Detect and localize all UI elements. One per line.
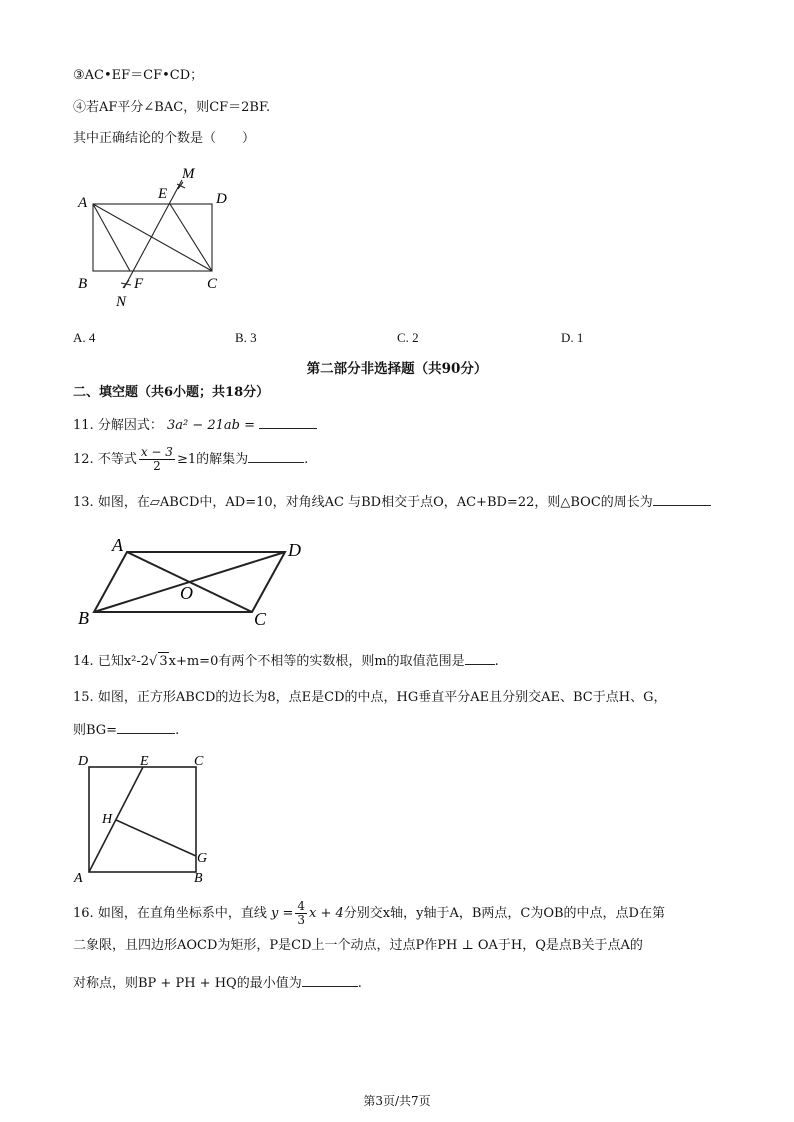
q13-label-a: A — [112, 535, 123, 555]
q16-end: . — [357, 976, 362, 991]
q10-label-m: M — [182, 166, 195, 182]
q10-segment-ec — [170, 204, 212, 271]
q12-number: 12. — [73, 452, 94, 467]
q13-label-b: B — [78, 608, 89, 628]
q15-segment-ae — [89, 767, 143, 872]
q16-answer-blank[interactable] — [302, 974, 358, 987]
q13-figure — [72, 532, 312, 632]
q12-pre: 不等式 — [97, 452, 137, 467]
q14-pre: 已知x²-2 — [97, 654, 150, 669]
q15-label-b: B — [194, 871, 203, 886]
q16-line-1 — [73, 900, 665, 928]
q11-text: 分解因式： — [97, 418, 163, 433]
q11-expression: 3a² − 21ab = — [166, 418, 256, 433]
q15-text: 如图，正方形ABCD的边长为8，点E是CD的中点，HG垂直平分AE且分别交AE、BC于点H、G， — [97, 690, 667, 705]
q10-label-c: C — [207, 276, 218, 292]
q14-post: x+m=0有两个不相等的实数根，则m的取值范围是 — [168, 654, 465, 669]
q16-line-3 — [73, 974, 362, 993]
q15-segment-hg — [116, 820, 196, 856]
q15-label-h: H — [102, 812, 113, 827]
q10-line-mn — [124, 180, 182, 288]
q15-label-e: E — [140, 754, 149, 769]
q14-end: . — [494, 654, 499, 669]
q13-text: 如图，在▱ABCD中，AD=10，对角线AC 与BD相交于点O，AC+BD=22，则△BOC的周长为 — [97, 495, 653, 510]
q10-label-d: D — [216, 191, 227, 207]
q15-prompt: 则BG= — [73, 723, 118, 738]
section-title: 第二部分非选择题（共90分） — [306, 361, 488, 377]
q15-label-d: D — [78, 754, 89, 769]
q10-option-a: A. 4 — [73, 330, 96, 345]
q13 — [73, 493, 711, 512]
q11 — [73, 416, 317, 435]
q12-fraction-numerator: x − 3 — [140, 445, 173, 459]
q10-question: 其中正确结论的个数是（ ） — [73, 131, 256, 146]
q10-option-d: D. 1 — [561, 330, 584, 345]
q10-diagonal-ac — [93, 204, 212, 271]
q11-number: 11. — [73, 418, 94, 433]
q12-fraction-denominator: 2 — [153, 459, 161, 473]
q15-label-g: G — [197, 851, 208, 866]
q16-eq-rhs: x + 4 — [309, 906, 344, 921]
part-title: 二、填空题（共6小题；共18分） — [73, 385, 270, 400]
q10-option-c: C. 2 — [397, 330, 419, 345]
q16-fraction-numerator: 4 — [297, 899, 305, 913]
q16-fraction — [295, 900, 307, 927]
q13-number: 13. — [73, 495, 94, 510]
q15-line-1 — [73, 689, 666, 707]
q14-answer-blank[interactable] — [465, 652, 495, 665]
q10-statement-4: ④若AF平分∠BAC，则CF＝2BF. — [73, 100, 271, 115]
q16-eq-lhs: y = — [270, 906, 294, 921]
q15-label-a: A — [74, 871, 83, 886]
q14-sqrt: √ 3 — [149, 654, 168, 669]
q15-label-c: C — [194, 754, 204, 769]
q13-answer-blank[interactable] — [653, 493, 711, 506]
q13-label-d: D — [288, 540, 301, 560]
q10-label-a: A — [78, 195, 88, 211]
q16-number: 16. — [73, 906, 94, 921]
q10-label-f: F — [134, 276, 144, 292]
q15-line-2 — [73, 721, 179, 740]
q12-end: . — [304, 452, 309, 467]
q16-line-2: 二象限，且四边形AOCD为矩形，P是CD上一个动点，过点P作PH ⊥ OA于H，Q是点B关于点A的 — [73, 938, 643, 953]
q11-answer-blank[interactable] — [259, 416, 317, 429]
page-footer: 第3页/共7页 — [363, 1094, 431, 1108]
q15-number: 15. — [73, 690, 94, 705]
q10-option-b: B. 3 — [235, 330, 257, 345]
q12-fraction — [139, 446, 175, 473]
q10-statement-3: ③AC•EF＝CF•CD； — [73, 68, 204, 83]
q15-answer-blank[interactable] — [117, 721, 175, 734]
q12 — [73, 446, 308, 474]
q13-label-o: O — [180, 583, 193, 603]
q14 — [73, 652, 499, 671]
q10-label-e: E — [158, 186, 168, 202]
q10-label-n: N — [116, 294, 127, 310]
q12-post: ≥1的解集为 — [176, 452, 249, 467]
q14-number: 14. — [73, 654, 94, 669]
q10-figure — [72, 160, 242, 312]
q12-answer-blank[interactable] — [248, 450, 304, 463]
q16-fraction-denominator: 3 — [297, 913, 305, 927]
q15-figure — [72, 748, 222, 888]
q16-pre: 如图，在直角坐标系中，直线 — [97, 906, 267, 921]
q16-post: 分别交x轴，y轴于A，B两点，C为OB的中点，点D在第 — [343, 906, 665, 921]
q16-prompt: 对称点，则BP + PH + HQ的最小值为 — [73, 976, 302, 991]
q13-label-c: C — [254, 609, 267, 629]
q10-label-b: B — [78, 276, 88, 292]
q15-end: . — [175, 723, 180, 738]
